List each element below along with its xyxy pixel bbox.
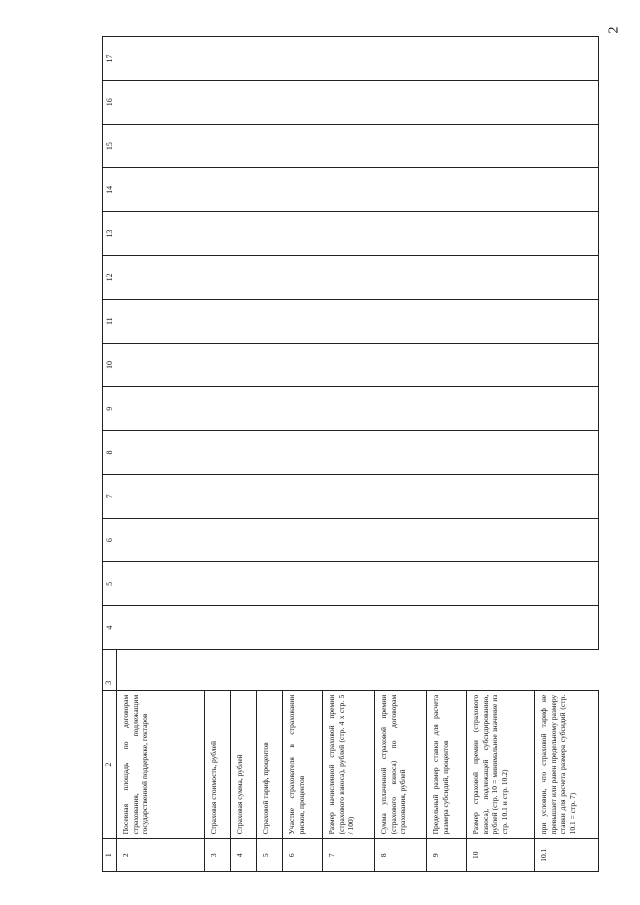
value-cell xyxy=(467,562,535,606)
value-cell xyxy=(231,124,257,168)
value-cell xyxy=(375,387,427,431)
value-cell xyxy=(231,37,257,81)
header-cell: 6 xyxy=(103,518,117,562)
row-number: 5 xyxy=(257,839,283,872)
table-row xyxy=(231,37,257,872)
value-cell xyxy=(257,562,283,606)
table-row xyxy=(117,37,205,872)
value-cell xyxy=(257,343,283,387)
value-cell xyxy=(205,212,231,256)
value-cell xyxy=(427,387,467,431)
value-cell xyxy=(535,256,599,300)
value-cell xyxy=(323,518,375,562)
value-cell xyxy=(467,606,535,650)
table-row xyxy=(375,37,427,872)
header-cell: 15 xyxy=(103,124,117,168)
value-cell xyxy=(231,431,257,475)
header-cell: 12 xyxy=(103,256,117,300)
value-cell xyxy=(535,518,599,562)
value-cell xyxy=(375,37,427,81)
value-cell xyxy=(535,562,599,606)
value-cell xyxy=(205,562,231,606)
value-cell xyxy=(467,299,535,343)
value-cell xyxy=(467,431,535,475)
header-cell: 3 xyxy=(103,650,117,691)
value-cell xyxy=(323,606,375,650)
value-cell xyxy=(205,80,231,124)
value-cell xyxy=(231,299,257,343)
value-cell xyxy=(375,474,427,518)
value-cell xyxy=(231,256,257,300)
value-cell xyxy=(535,168,599,212)
row-label: Страховая сумма, рублей xyxy=(231,690,257,839)
value-cell xyxy=(375,212,427,256)
value-cell xyxy=(323,431,375,475)
value-cell xyxy=(427,37,467,81)
value-cell xyxy=(205,124,231,168)
value-cell xyxy=(535,212,599,256)
value-cell xyxy=(231,168,257,212)
value-cell xyxy=(257,168,283,212)
header-cell: 5 xyxy=(103,562,117,606)
value-cell xyxy=(257,80,283,124)
row-number: 3 xyxy=(205,839,231,872)
row-label: Посевная площадь по договорам страхования, подлежащим государственной поддержке, гектаров xyxy=(117,690,205,839)
value-cell xyxy=(427,562,467,606)
value-cell xyxy=(205,387,231,431)
value-cell xyxy=(283,212,323,256)
table-row xyxy=(535,37,599,872)
value-cell xyxy=(117,37,205,81)
row-label: при условии, что страховой тариф не превышает или равен предельному размеру ставки для расчета размера субсидий (стр. 10.1 = стр. 7) xyxy=(535,690,599,839)
row-number: 10 xyxy=(467,839,535,872)
value-cell xyxy=(283,431,323,475)
table-row xyxy=(205,37,231,872)
value-cell xyxy=(257,37,283,81)
value-cell xyxy=(427,431,467,475)
value-cell xyxy=(231,562,257,606)
value-cell xyxy=(117,518,205,562)
value-cell xyxy=(323,343,375,387)
value-cell xyxy=(323,256,375,300)
header-cell: 10 xyxy=(103,343,117,387)
table-row xyxy=(257,37,283,872)
row-number: 8 xyxy=(375,839,427,872)
value-cell xyxy=(535,431,599,475)
value-cell xyxy=(467,212,535,256)
value-cell xyxy=(427,212,467,256)
value-cell xyxy=(283,299,323,343)
value-cell xyxy=(231,80,257,124)
value-cell xyxy=(231,474,257,518)
value-cell xyxy=(257,387,283,431)
value-cell xyxy=(467,474,535,518)
row-label: Размер страховой премии (страхового взноса), подлежащей субсидированию, рублей (стр. 10 = минимальное значение из стр. 10.1 и стр. 10.2) xyxy=(467,690,535,839)
value-cell xyxy=(375,80,427,124)
header-cell: 16 xyxy=(103,80,117,124)
page-number: 2 xyxy=(606,26,622,34)
value-cell xyxy=(117,168,205,212)
value-cell xyxy=(117,212,205,256)
value-cell xyxy=(283,124,323,168)
value-cell xyxy=(257,606,283,650)
value-cell xyxy=(205,606,231,650)
value-cell xyxy=(467,168,535,212)
value-cell xyxy=(323,124,375,168)
table-row xyxy=(283,37,323,872)
row-number: 10.1 xyxy=(535,839,599,872)
value-cell xyxy=(375,124,427,168)
value-cell xyxy=(467,518,535,562)
header-cell: 17 xyxy=(103,37,117,81)
table-row xyxy=(427,37,467,872)
value-cell xyxy=(117,562,205,606)
subsidy-calculation-table xyxy=(102,36,599,872)
value-cell xyxy=(535,299,599,343)
value-cell xyxy=(467,124,535,168)
value-cell xyxy=(205,431,231,475)
header-cell: 7 xyxy=(103,474,117,518)
table-row xyxy=(323,37,375,872)
document-sheet xyxy=(102,36,630,872)
row-number: 4 xyxy=(231,839,257,872)
value-cell xyxy=(467,387,535,431)
value-cell xyxy=(257,212,283,256)
value-cell xyxy=(283,387,323,431)
value-cell xyxy=(117,606,205,650)
header-cell: 8 xyxy=(103,431,117,475)
value-cell xyxy=(375,606,427,650)
table-row xyxy=(467,37,535,872)
value-cell xyxy=(283,37,323,81)
value-cell xyxy=(257,124,283,168)
header-cell: 9 xyxy=(103,387,117,431)
value-cell xyxy=(283,80,323,124)
value-cell xyxy=(427,124,467,168)
value-cell xyxy=(535,606,599,650)
value-cell xyxy=(205,168,231,212)
header-cell: 11 xyxy=(103,299,117,343)
value-cell xyxy=(323,650,375,691)
value-cell xyxy=(323,562,375,606)
value-cell xyxy=(205,343,231,387)
header-cell: 1 xyxy=(103,839,117,872)
value-cell xyxy=(283,650,323,691)
row-number: 6 xyxy=(283,839,323,872)
value-cell xyxy=(117,80,205,124)
value-cell xyxy=(257,256,283,300)
header-cell: 2 xyxy=(103,690,117,839)
value-cell xyxy=(231,650,257,691)
value-cell xyxy=(427,343,467,387)
value-cell xyxy=(467,650,535,691)
value-cell xyxy=(117,431,205,475)
value-cell xyxy=(205,474,231,518)
value-cell xyxy=(375,518,427,562)
value-cell xyxy=(375,431,427,475)
value-cell xyxy=(257,518,283,562)
value-cell xyxy=(467,37,535,81)
value-cell xyxy=(323,168,375,212)
value-cell xyxy=(427,256,467,300)
value-cell xyxy=(535,37,599,81)
value-cell xyxy=(117,474,205,518)
value-cell xyxy=(323,37,375,81)
value-cell xyxy=(535,387,599,431)
value-cell xyxy=(283,168,323,212)
value-cell xyxy=(283,518,323,562)
value-cell xyxy=(535,343,599,387)
value-cell xyxy=(535,650,599,691)
value-cell xyxy=(257,431,283,475)
value-cell xyxy=(283,474,323,518)
value-cell xyxy=(323,474,375,518)
value-cell xyxy=(231,212,257,256)
value-cell xyxy=(427,518,467,562)
value-cell xyxy=(117,343,205,387)
value-cell xyxy=(427,168,467,212)
value-cell xyxy=(375,299,427,343)
value-cell xyxy=(205,518,231,562)
value-cell xyxy=(375,562,427,606)
value-cell xyxy=(323,80,375,124)
row-label: Страховая стоимость, рублей xyxy=(205,690,231,839)
value-cell xyxy=(375,343,427,387)
value-cell xyxy=(117,256,205,300)
value-cell xyxy=(117,650,205,691)
value-cell xyxy=(375,256,427,300)
value-cell xyxy=(283,256,323,300)
value-cell xyxy=(427,299,467,343)
value-cell xyxy=(535,474,599,518)
value-cell xyxy=(205,256,231,300)
value-cell xyxy=(231,518,257,562)
value-cell xyxy=(283,606,323,650)
header-cell: 4 xyxy=(103,606,117,650)
value-cell xyxy=(283,562,323,606)
row-label: Размер начисленной страховой премии (страхового взноса), рублей (стр. 4 x стр. 5 / 100) xyxy=(323,690,375,839)
value-cell xyxy=(535,80,599,124)
value-cell xyxy=(231,606,257,650)
value-cell xyxy=(375,168,427,212)
value-cell xyxy=(231,343,257,387)
value-cell xyxy=(231,387,257,431)
value-cell xyxy=(323,387,375,431)
value-cell xyxy=(467,80,535,124)
value-cell xyxy=(117,124,205,168)
row-number: 2 xyxy=(117,839,205,872)
value-cell xyxy=(535,124,599,168)
row-number: 9 xyxy=(427,839,467,872)
value-cell xyxy=(375,650,427,691)
value-cell xyxy=(205,37,231,81)
row-label: Предельный размер ставки для расчета размера субсидий, процентов xyxy=(427,690,467,839)
value-cell xyxy=(467,256,535,300)
value-cell xyxy=(257,650,283,691)
row-label: Сумма уплаченной страховой премии (страхового взноса) по договорам страхования, рублей xyxy=(375,690,427,839)
value-cell xyxy=(427,80,467,124)
value-cell xyxy=(283,343,323,387)
value-cell xyxy=(427,650,467,691)
row-number: 7 xyxy=(323,839,375,872)
row-label: Участие страхователя в страховании рисков, процентов xyxy=(283,690,323,839)
value-cell xyxy=(257,299,283,343)
value-cell xyxy=(323,212,375,256)
value-cell xyxy=(117,299,205,343)
value-cell xyxy=(257,474,283,518)
header-row xyxy=(103,37,117,872)
value-cell xyxy=(467,343,535,387)
value-cell xyxy=(427,606,467,650)
row-label: Страховой тариф, процентов xyxy=(257,690,283,839)
value-cell xyxy=(427,474,467,518)
value-cell xyxy=(205,650,231,691)
value-cell xyxy=(117,387,205,431)
value-cell xyxy=(205,299,231,343)
header-cell: 14 xyxy=(103,168,117,212)
header-cell: 13 xyxy=(103,212,117,256)
value-cell xyxy=(323,299,375,343)
